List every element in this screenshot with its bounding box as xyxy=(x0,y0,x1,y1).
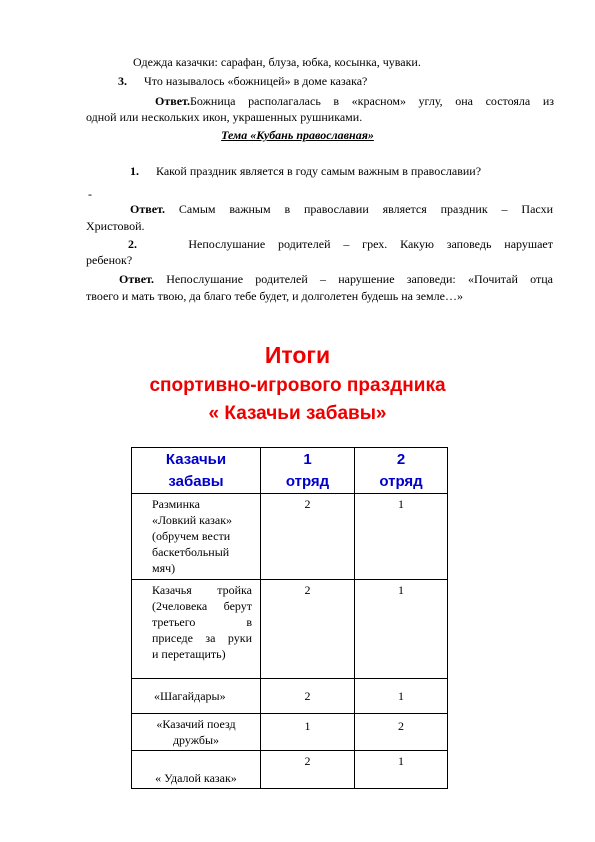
team-2-score xyxy=(355,751,448,789)
answer-2-label: Ответ. xyxy=(119,272,155,286)
table-row xyxy=(132,751,448,789)
team-1-score xyxy=(261,714,355,751)
dash-text: - xyxy=(88,187,92,201)
game-name-line: Разминка xyxy=(152,497,200,511)
answer-1-line2 xyxy=(86,219,145,234)
results-event-name: « Казачьи забавы» xyxy=(208,403,387,424)
game-name-line: мяч) xyxy=(152,561,176,575)
question-3-text: Что называлось «божницей» в доме казака? xyxy=(144,74,368,88)
question-2-number: 2. xyxy=(128,237,137,251)
answer-2-text-2: твоего и мать твою, да благо тебе будет, и долголетен будешь на земле…» xyxy=(86,289,463,303)
costume-line xyxy=(133,55,421,70)
answer-2-line2 xyxy=(86,289,463,304)
question-2-text: Непослушание родителей – грех. Какую заповедь нарушает xyxy=(188,237,553,251)
answer-3-line2 xyxy=(86,110,362,125)
results-table xyxy=(131,447,448,789)
game-name-line: «Шагайдары» xyxy=(154,689,226,703)
game-name-cell xyxy=(132,580,261,679)
header-team-2 xyxy=(355,448,448,494)
question-3-number: 3. xyxy=(118,74,127,88)
team-1-score xyxy=(261,580,355,679)
header-games xyxy=(132,448,261,494)
answer-2-text: Непослушание родителей – нарушение заповеди: «Почитай отца xyxy=(166,272,553,286)
header-games-line2: забавы xyxy=(168,472,224,490)
header-team-2-number: 2 xyxy=(396,450,406,468)
results-title: Итоги xyxy=(264,342,331,368)
theme-title: Тема «Кубань православная» xyxy=(221,128,374,142)
score-value: 2 xyxy=(304,583,311,597)
dash-mark xyxy=(88,187,92,202)
answer-3-line1 xyxy=(155,94,554,109)
game-name-line: приседе за руки xyxy=(152,631,252,645)
table-row xyxy=(132,679,448,714)
answer-1-label: Ответ. xyxy=(130,202,166,216)
game-name-line: «Казачий поезд xyxy=(156,717,236,731)
team-1-score xyxy=(261,494,355,580)
answer-2-line1 xyxy=(119,272,553,287)
question-2-text-2: ребенок? xyxy=(86,253,133,267)
game-name-line: (2человека берут xyxy=(152,599,252,613)
team-2-score xyxy=(355,580,448,679)
team-2-score xyxy=(355,714,448,751)
header-team-1-label: отряд xyxy=(285,472,330,490)
answer-3-text: Божница располагалась в «красном» углу, она состояла из xyxy=(190,94,554,108)
question-1 xyxy=(130,164,481,179)
question-3 xyxy=(118,74,367,89)
team-1-score xyxy=(261,679,355,714)
score-value: 2 xyxy=(304,497,311,511)
answer-1-text: Самым важным в православии является праздник – Пасхи xyxy=(178,202,553,216)
header-team-2-label: отряд xyxy=(379,472,423,490)
header-team-1-number: 1 xyxy=(303,450,312,468)
question-1-number: 1. xyxy=(130,164,139,178)
game-name-line: «Ловкий казак» xyxy=(152,513,233,527)
answer-3-text-2: одной или нескольких икон, украшенных рушниками. xyxy=(86,110,363,124)
theme-heading xyxy=(0,128,595,143)
score-value: 1 xyxy=(398,754,404,768)
answer-3-label: Ответ. xyxy=(155,94,191,108)
game-name-cell xyxy=(132,679,261,714)
costume-text: Одежда казачки: сарафан, блуза, юбка, косынка, чуваки. xyxy=(133,55,421,69)
table-row xyxy=(132,494,448,580)
table-row xyxy=(132,580,448,679)
question-1-text: Какой праздник является в году самым важным в православии? xyxy=(156,164,482,178)
game-name-line: (обручем вести xyxy=(152,529,231,543)
game-name-line: « Удалой казак» xyxy=(155,771,237,785)
game-name-line: Казачья тройка xyxy=(152,583,252,597)
team-1-score xyxy=(261,751,355,789)
game-name-line: баскетбольный xyxy=(152,545,230,559)
table-row xyxy=(132,714,448,751)
game-name-cell xyxy=(132,714,261,751)
score-value: 2 xyxy=(304,689,311,703)
score-value: 2 xyxy=(304,754,311,768)
score-value: 2 xyxy=(398,719,404,733)
header-games-line1: Казачьи xyxy=(165,450,227,468)
answer-1-line1 xyxy=(130,202,553,217)
game-name-line: и перетащить) xyxy=(152,647,226,661)
team-2-score xyxy=(355,679,448,714)
team-2-score xyxy=(355,494,448,580)
game-name-cell xyxy=(132,494,261,580)
game-name-line: дружбы» xyxy=(172,733,220,747)
question-2-line2 xyxy=(86,253,132,268)
question-2-line1 xyxy=(128,237,553,252)
results-subtitle: спортивно-игрового праздника xyxy=(149,375,446,396)
game-name-cell xyxy=(132,751,261,789)
answer-1-text-2: Христовой. xyxy=(86,219,145,233)
score-value: 1 xyxy=(398,583,404,597)
game-name-line: третьего в xyxy=(152,615,252,629)
table-header-row xyxy=(132,448,448,494)
score-value: 1 xyxy=(398,497,404,511)
header-team-1 xyxy=(261,448,355,494)
score-value: 1 xyxy=(398,689,404,703)
score-value: 1 xyxy=(304,719,311,733)
